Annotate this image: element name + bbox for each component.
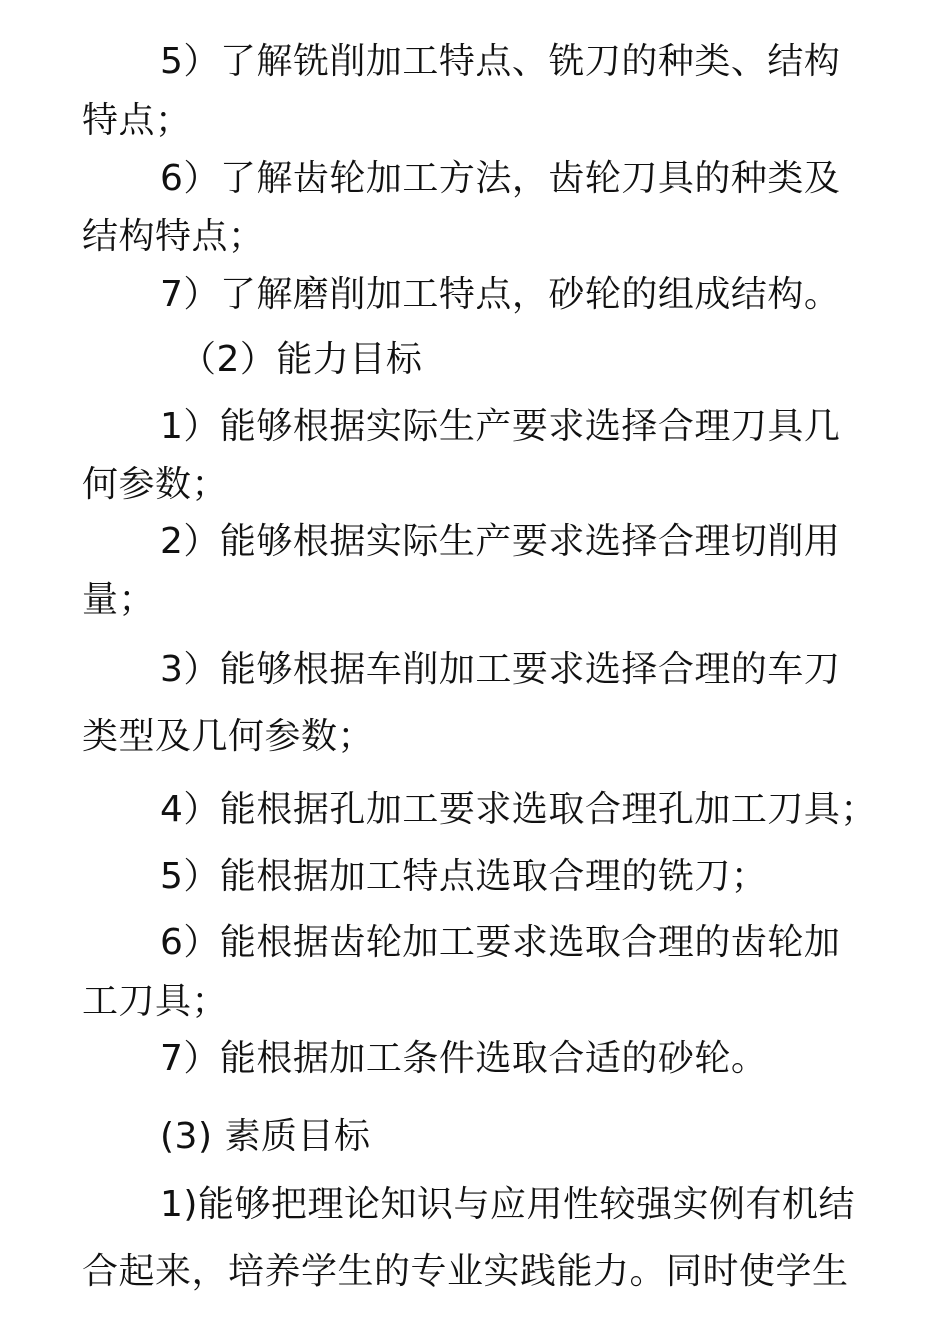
text-line: 量； [82,579,156,620]
text-line: 7）了解磨削加工特点，砂轮的组成结构。 [160,274,841,315]
text-line: 3）能够根据车削加工要求选择合理的车刀 [160,649,841,690]
text-line: 6）能根据齿轮加工要求选取合理的齿轮加 [160,922,841,963]
text-line: 结构特点； [82,216,265,257]
text-line: 1）能够根据实际生产要求选择合理刀具几 [160,406,841,447]
text-line: 工刀具； [82,981,229,1022]
text-line: 类型及几何参数； [82,716,375,757]
text-line: 5）了解铣削加工特点、铣刀的种类、结构 [160,41,841,82]
text-line: 何参数； [82,464,229,505]
text-line: 合起来，培养学生的专业实践能力。同时使学生 [82,1251,849,1292]
text-line: 6）了解齿轮加工方法，齿轮刀具的种类及 [160,158,841,199]
text-line: 4）能根据孔加工要求选取合理孔加工刀具； [160,789,877,830]
text-line: 特点； [82,100,192,141]
section-heading: （2）能力目标 [180,339,423,380]
section-heading: (3) 素质目标 [160,1116,371,1157]
text-line: 1)能够把理论知识与应用性较强实例有机结 [160,1184,855,1225]
text-line: 2）能够根据实际生产要求选择合理切削用 [160,521,841,562]
text-line: 7）能根据加工条件选取合适的砂轮。 [160,1038,768,1079]
text-line: 5）能根据加工特点选取合理的铣刀； [160,856,768,897]
